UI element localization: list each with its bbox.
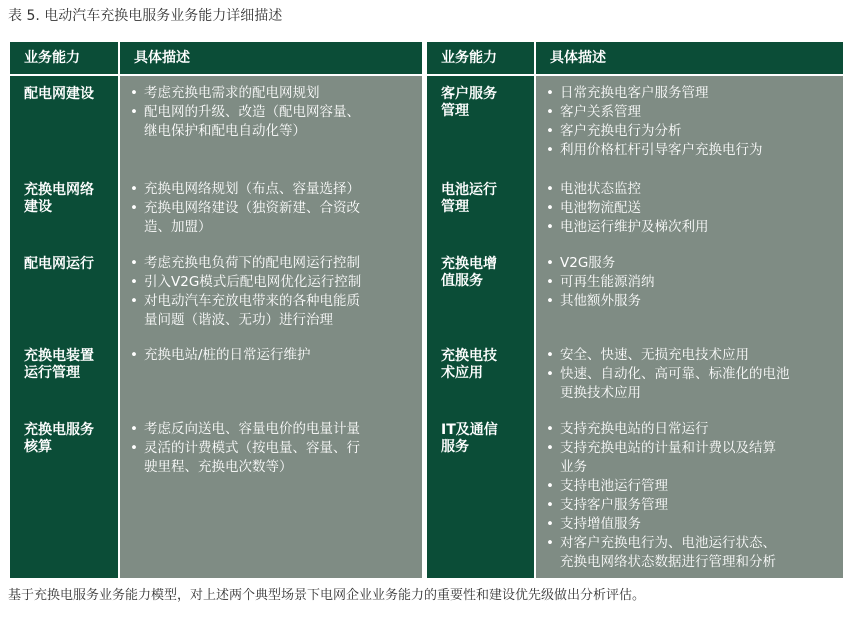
capability-column: [427, 76, 534, 578]
description-list: [546, 254, 839, 311]
description-bullet: • 客户充换电行为分析: [546, 122, 839, 141]
capability-cell: 配电网建设: [24, 86, 94, 102]
description-list: [130, 346, 418, 365]
capability-cell: 配电网运行: [24, 256, 94, 272]
description-list: [546, 180, 839, 237]
description-bullet: • 灵活的计费模式（按电量、容量、行 驶里程、充换电次数等）: [130, 439, 418, 477]
description-bullet: • 充换电网络建设（独资新建、合资改 造、加盟）: [130, 199, 418, 237]
capability-cell: 客户服务 管理: [441, 86, 497, 119]
description-bullet: • 考虑充换电负荷下的配电网运行控制: [130, 254, 418, 273]
description-bullet: • 快速、自动化、高可靠、标准化的电池 更换技术应用: [546, 365, 839, 403]
description-bullet: • 配电网的升级、改造（配电网容量、 继电保护和配电自动化等）: [130, 103, 418, 141]
header-description: 具体描述: [120, 42, 422, 74]
description-column: [120, 76, 422, 578]
capability-cell: 充换电增 值服务: [441, 256, 497, 289]
description-bullet: • 电池状态监控: [546, 180, 839, 199]
description-bullet: • 引入V2G模式后配电网优化运行控制: [130, 273, 418, 292]
description-list: [130, 420, 418, 477]
description-bullet: • 对客户充换电行为、电池运行状态、 充换电网络状态数据进行管理和分析: [546, 534, 839, 572]
capability-column: [10, 76, 118, 578]
description-bullet: • 充换电站/桩的日常运行维护: [130, 346, 418, 365]
description-bullet: • 客户关系管理: [546, 103, 839, 122]
description-column: [536, 76, 843, 578]
capability-cell: IT及通信 服务: [441, 422, 498, 455]
capability-table-right: [427, 42, 843, 578]
description-list: [130, 180, 418, 237]
description-bullet: • 考虑反向送电、容量电价的电量计量: [130, 420, 418, 439]
header-capability: 业务能力: [10, 42, 118, 74]
table-caption: 表 5. 电动汽车充换电服务业务能力详细描述: [8, 8, 283, 24]
capability-cell: 充换电服务 核算: [24, 422, 94, 455]
header-capability: 业务能力: [427, 42, 534, 74]
capability-cell: 充换电技 术应用: [441, 348, 497, 381]
description-bullet: • 安全、快速、无损充电技术应用: [546, 346, 839, 365]
description-bullet: • 电池物流配送: [546, 199, 839, 218]
capability-cell: 电池运行 管理: [441, 182, 497, 215]
description-bullet: • 支持充换电站的日常运行: [546, 420, 839, 439]
description-bullet: • 支持电池运行管理: [546, 477, 839, 496]
description-list: [546, 420, 839, 572]
description-bullet: • 对电动汽车充放电带来的各种电能质 量问题（谐波、无功）进行治理: [130, 292, 418, 330]
description-bullet: • 充换电网络规划（布点、容量选择）: [130, 180, 418, 199]
capability-cell: 充换电装置 运行管理: [24, 348, 94, 381]
description-bullet: • 利用价格杠杆引导客户充换电行为: [546, 141, 839, 160]
description-bullet: • 日常充换电客户服务管理: [546, 84, 839, 103]
description-bullet: • V2G服务: [546, 254, 839, 273]
header-description: 具体描述: [536, 42, 843, 74]
capability-cell: 充换电网络 建设: [24, 182, 94, 215]
description-bullet: • 电池运行维护及梯次利用: [546, 218, 839, 237]
description-list: [130, 84, 418, 141]
description-bullet: • 其他额外服务: [546, 292, 839, 311]
description-bullet: • 可再生能源消纳: [546, 273, 839, 292]
description-bullet: • 考虑充换电需求的配电网规划: [130, 84, 418, 103]
description-bullet: • 支持充换电站的计量和计费以及结算 业务: [546, 439, 839, 477]
description-list: [546, 346, 839, 403]
description-list: [546, 84, 839, 160]
capability-table-left: [10, 42, 422, 578]
description-bullet: • 支持客户服务管理: [546, 496, 839, 515]
footnote: 基于充换电服务业务能力模型，对上述两个典型场景下电网企业业务能力的重要性和建设优先级做出分析评估。: [8, 588, 646, 603]
description-list: [130, 254, 418, 330]
description-bullet: • 支持增值服务: [546, 515, 839, 534]
